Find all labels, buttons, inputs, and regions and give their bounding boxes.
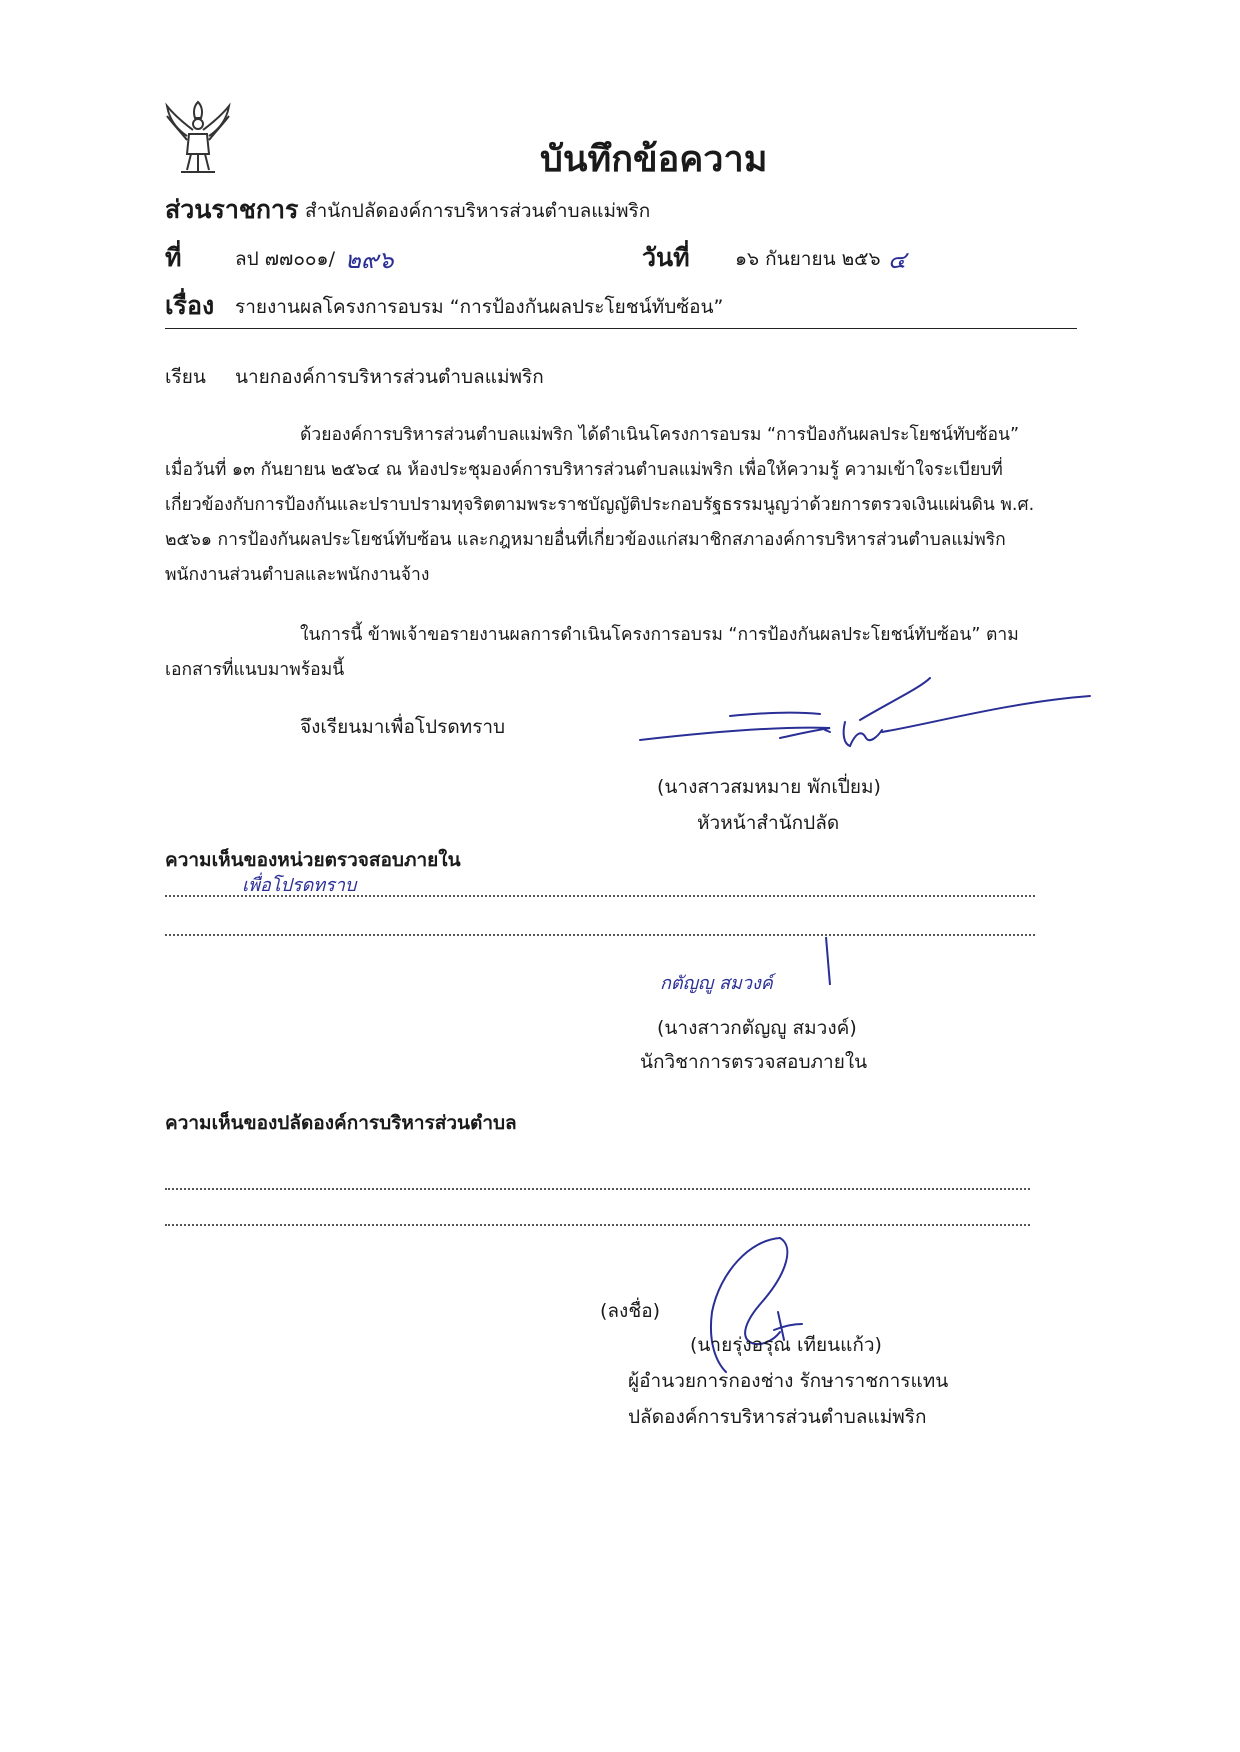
document-title: บันทึกข้อความ <box>540 139 768 180</box>
audit-signature-stroke-icon <box>820 935 840 995</box>
para1-line-1: ด้วยองค์การบริหารส่วนตำบลแม่พริก ได้ดำเนินโครงการอบรม “การป้องกันผลประโยชน์ทับซ้อน” <box>300 425 1020 445</box>
deputy-signer-position-1: ผู้อำนวยการกองช่าง รักษาราชการแทน <box>628 1370 949 1392</box>
para1-line-3: เกี่ยวข้องกับการป้องกันและปราบปรามทุจริตตามพระราชบัญญัติประกอบรัฐธรรมนูญว่าด้วยการตรวจเงินแผ่นดิน พ.ศ. <box>165 495 1035 515</box>
para1-line-2: เมื่อวันที่ ๑๓ กันยายน ๒๕๖๔ ณ ห้องประชุมองค์การบริหารส่วนตำบลแม่พริก เพื่อให้ความรู้ ความเข้าใจระเบียบที่ <box>165 460 1003 480</box>
ref-label: ที่ <box>165 243 182 272</box>
agency-label: ส่วนราชการ <box>165 195 299 224</box>
garuda-emblem-icon <box>163 94 233 178</box>
audit-dotted-line-1 <box>165 895 1035 897</box>
deputy-signer-position-2: ปลัดองค์การบริหารส่วนตำบลแม่พริก <box>628 1406 927 1428</box>
closing-text: จึงเรียนมาเพื่อโปรดทราบ <box>300 716 506 738</box>
agency-value: สำนักปลัดองค์การบริหารส่วนตำบลแม่พริก <box>305 200 651 222</box>
subject-value: รายงานผลโครงการอบรม “การป้องกันผลประโยชน์ทับซ้อน” <box>235 296 724 318</box>
date-label: วันที่ <box>642 243 690 272</box>
date-handwritten: ๔ <box>888 246 907 274</box>
audit-dotted-line-2 <box>165 934 1035 936</box>
salutation-label: เรียน <box>165 366 206 388</box>
subject-label: เรื่อง <box>165 291 215 320</box>
signer1-name: (นางสาวสมหมาย พักเปี่ยม) <box>657 776 881 798</box>
sign-label: (ลงชื่อ) <box>600 1300 661 1322</box>
para1-line-4: ๒๕๖๑ การป้องกันผลประโยชน์ทับซ้อน และกฎหมายอื่นที่เกี่ยวข้องแก่สมาชิกสภาองค์การบริหารส่วนตำบลแม่พริก <box>165 530 1006 550</box>
header-rule <box>165 328 1077 329</box>
para2-line-2: เอกสารที่แนบมาพร้อมนี้ <box>165 660 345 680</box>
audit-signer-name: (นางสาวกตัญญู สมวงค์) <box>657 1017 857 1039</box>
audit-signer-position: นักวิชาการตรวจสอบภายใน <box>640 1051 868 1073</box>
audit-heading: ความเห็นของหน่วยตรวจสอบภายใน <box>165 849 461 871</box>
ref-number: ลป ๗๗๐๐๑/ <box>235 248 335 270</box>
salutation-value: นายกองค์การบริหารส่วนตำบลแม่พริก <box>235 366 544 388</box>
audit-signature: กตัญญู สมวงค์ <box>660 973 773 994</box>
deputy-heading: ความเห็นของปลัดองค์การบริหารส่วนตำบล <box>165 1112 517 1134</box>
audit-handwritten-note: เพื่อโปรดทราบ <box>242 875 357 896</box>
signer1-position: หัวหน้าสำนักปลัด <box>697 812 840 834</box>
deputy-dotted-line-2 <box>165 1224 1030 1226</box>
para1-line-5: พนักงานส่วนตำบลและพนักงานจ้าง <box>165 565 430 585</box>
deputy-signer-name: (นายรุ่งอรุณ เทียนแก้ว) <box>690 1334 882 1356</box>
signature-1-icon <box>630 672 1090 762</box>
para2-line-1: ในการนี้ ข้าพเจ้าขอรายงานผลการดำเนินโครงการอบรม “การป้องกันผลประโยชน์ทับซ้อน” ตาม <box>300 625 1019 645</box>
ref-handwritten: ๒๙๖ <box>345 246 394 274</box>
date-value: ๑๖ กันยายน ๒๕๖ <box>735 248 881 270</box>
deputy-dotted-line-1 <box>165 1188 1030 1190</box>
